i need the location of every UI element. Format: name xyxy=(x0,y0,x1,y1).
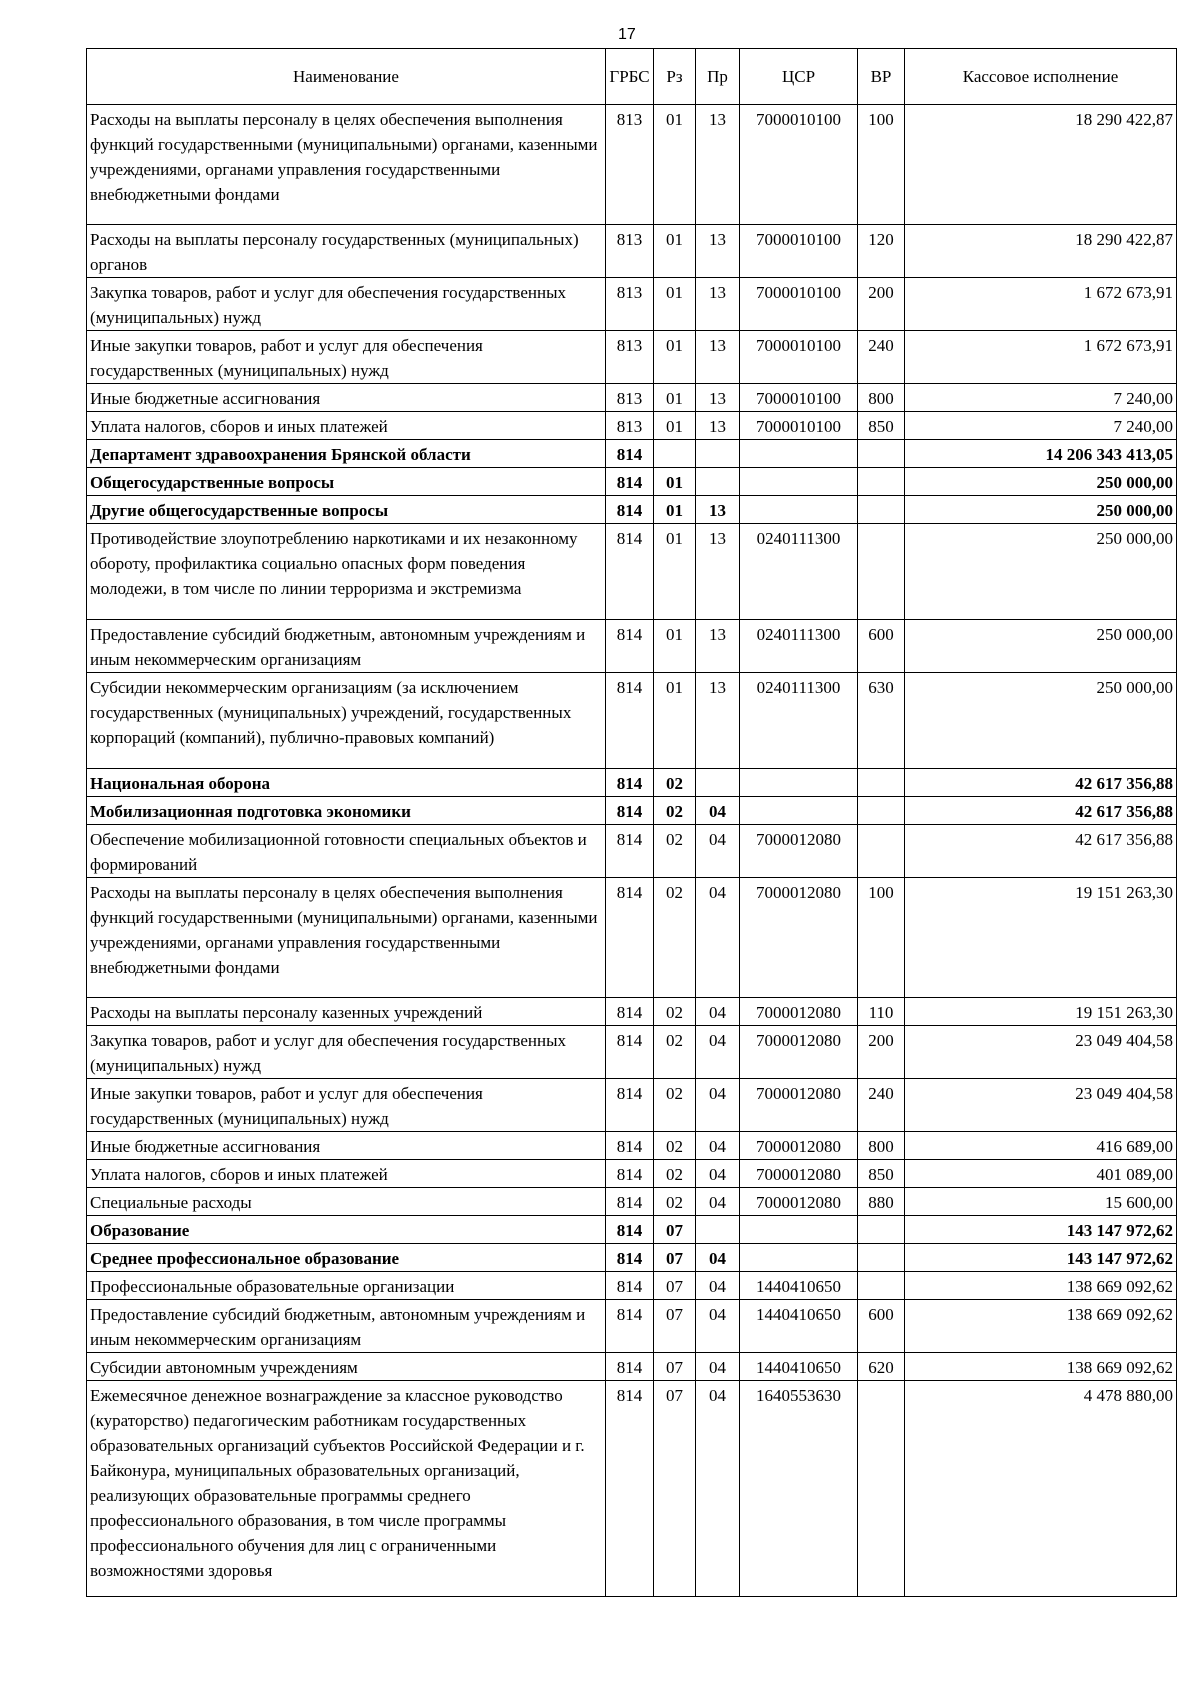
cell-vr xyxy=(858,1381,905,1597)
cell-name: Профессиональные образовательные организации xyxy=(87,1272,606,1300)
cell-csr: 1640553630 xyxy=(740,1381,858,1597)
cell-name: Специальные расходы xyxy=(87,1188,606,1216)
cell-csr xyxy=(740,1216,858,1244)
cell-grbs: 813 xyxy=(606,331,654,384)
cell-csr: 0240111300 xyxy=(740,620,858,673)
cell-name: Образование xyxy=(87,1216,606,1244)
table-body xyxy=(87,105,1177,1597)
table-row xyxy=(87,1160,1177,1188)
cell-vr: 100 xyxy=(858,878,905,998)
cell-pr: 13 xyxy=(696,620,740,673)
table-row xyxy=(87,524,1177,620)
cell-amount: 19 151 263,30 xyxy=(905,998,1177,1026)
cell-amount: 15 600,00 xyxy=(905,1188,1177,1216)
cell-rz: 02 xyxy=(654,998,696,1026)
cell-grbs: 814 xyxy=(606,1272,654,1300)
cell-vr: 110 xyxy=(858,998,905,1026)
cell-grbs: 814 xyxy=(606,524,654,620)
table-row xyxy=(87,825,1177,878)
cell-csr: 7000010100 xyxy=(740,331,858,384)
table-row xyxy=(87,496,1177,524)
cell-pr: 04 xyxy=(696,1300,740,1353)
cell-rz: 01 xyxy=(654,468,696,496)
cell-name: Национальная оборона xyxy=(87,769,606,797)
cell-vr xyxy=(858,1216,905,1244)
cell-pr: 13 xyxy=(696,331,740,384)
cell-name: Департамент здравоохранения Брянской области xyxy=(87,440,606,468)
cell-grbs: 813 xyxy=(606,225,654,278)
table-row xyxy=(87,1353,1177,1381)
cell-csr: 7000012080 xyxy=(740,1026,858,1079)
cell-grbs: 814 xyxy=(606,769,654,797)
cell-rz: 02 xyxy=(654,1188,696,1216)
cell-grbs: 814 xyxy=(606,1216,654,1244)
table-row xyxy=(87,998,1177,1026)
cell-csr: 7000012080 xyxy=(740,1160,858,1188)
cell-vr: 600 xyxy=(858,1300,905,1353)
cell-amount: 42 617 356,88 xyxy=(905,769,1177,797)
cell-csr: 7000012080 xyxy=(740,825,858,878)
cell-pr xyxy=(696,769,740,797)
table-row xyxy=(87,673,1177,769)
cell-grbs: 814 xyxy=(606,797,654,825)
cell-grbs: 814 xyxy=(606,620,654,673)
cell-vr: 240 xyxy=(858,1079,905,1132)
cell-rz: 01 xyxy=(654,384,696,412)
cell-name: Закупка товаров, работ и услуг для обеспечения государственных (муниципальных) нужд xyxy=(87,1026,606,1079)
cell-amount: 138 669 092,62 xyxy=(905,1300,1177,1353)
header-pr: Пр xyxy=(696,49,740,105)
table-row xyxy=(87,797,1177,825)
cell-rz: 02 xyxy=(654,797,696,825)
cell-rz: 02 xyxy=(654,1132,696,1160)
page-number: 17 xyxy=(618,26,636,43)
cell-name: Противодействие злоупотреблению наркотиками и их незаконному обороту, профилактика социально опасных форм поведения молодежи, в том числе по линии терроризма и экстремизма xyxy=(87,524,606,620)
cell-csr: 7000012080 xyxy=(740,1132,858,1160)
header-csr: ЦСР xyxy=(740,49,858,105)
cell-amount: 4 478 880,00 xyxy=(905,1381,1177,1597)
cell-csr: 7000010100 xyxy=(740,412,858,440)
cell-name: Общегосударственные вопросы xyxy=(87,468,606,496)
table-row xyxy=(87,1244,1177,1272)
cell-name: Иные бюджетные ассигнования xyxy=(87,1132,606,1160)
cell-csr: 7000010100 xyxy=(740,225,858,278)
cell-grbs: 814 xyxy=(606,1353,654,1381)
cell-grbs: 814 xyxy=(606,1026,654,1079)
cell-pr xyxy=(696,440,740,468)
table-row xyxy=(87,468,1177,496)
cell-pr: 13 xyxy=(696,412,740,440)
cell-amount: 19 151 263,30 xyxy=(905,878,1177,998)
cell-grbs: 814 xyxy=(606,1079,654,1132)
cell-amount: 143 147 972,62 xyxy=(905,1244,1177,1272)
cell-pr: 04 xyxy=(696,1132,740,1160)
cell-grbs: 814 xyxy=(606,673,654,769)
cell-csr xyxy=(740,1244,858,1272)
cell-pr: 04 xyxy=(696,797,740,825)
table-row xyxy=(87,1216,1177,1244)
table-row xyxy=(87,620,1177,673)
cell-csr: 7000012080 xyxy=(740,878,858,998)
cell-vr: 850 xyxy=(858,1160,905,1188)
cell-pr: 04 xyxy=(696,1026,740,1079)
table-row xyxy=(87,1026,1177,1079)
cell-amount: 250 000,00 xyxy=(905,524,1177,620)
cell-csr: 7000012080 xyxy=(740,1188,858,1216)
cell-pr: 13 xyxy=(696,384,740,412)
cell-pr: 13 xyxy=(696,673,740,769)
cell-vr: 200 xyxy=(858,1026,905,1079)
cell-vr: 850 xyxy=(858,412,905,440)
cell-vr xyxy=(858,825,905,878)
table-row xyxy=(87,1300,1177,1353)
cell-amount: 401 089,00 xyxy=(905,1160,1177,1188)
cell-amount: 250 000,00 xyxy=(905,496,1177,524)
header-rz: Рз xyxy=(654,49,696,105)
cell-csr: 7000010100 xyxy=(740,278,858,331)
cell-name: Обеспечение мобилизационной готовности специальных объектов и формирований xyxy=(87,825,606,878)
header-grbs: ГРБС xyxy=(606,49,654,105)
cell-name: Расходы на выплаты персоналу государственных (муниципальных) органов xyxy=(87,225,606,278)
cell-vr: 240 xyxy=(858,331,905,384)
cell-rz: 07 xyxy=(654,1353,696,1381)
cell-amount: 7 240,00 xyxy=(905,412,1177,440)
cell-pr: 13 xyxy=(696,105,740,225)
cell-pr: 04 xyxy=(696,1381,740,1597)
cell-vr: 880 xyxy=(858,1188,905,1216)
cell-name: Уплата налогов, сборов и иных платежей xyxy=(87,412,606,440)
cell-pr: 13 xyxy=(696,496,740,524)
cell-name: Иные бюджетные ассигнования xyxy=(87,384,606,412)
cell-rz: 01 xyxy=(654,620,696,673)
cell-name: Другие общегосударственные вопросы xyxy=(87,496,606,524)
table-row xyxy=(87,412,1177,440)
cell-name: Расходы на выплаты персоналу в целях обеспечения выполнения функций государственными (муниципальными) органами, казенными учреждениями, органами управления государственными внебюджетными фондами xyxy=(87,878,606,998)
cell-csr: 1440410650 xyxy=(740,1272,858,1300)
cell-rz: 02 xyxy=(654,1079,696,1132)
cell-amount: 42 617 356,88 xyxy=(905,825,1177,878)
cell-vr xyxy=(858,769,905,797)
cell-amount: 250 000,00 xyxy=(905,620,1177,673)
cell-name: Предоставление субсидий бюджетным, автономным учреждениям и иным некоммерческим организациям xyxy=(87,620,606,673)
cell-csr: 0240111300 xyxy=(740,673,858,769)
cell-vr: 800 xyxy=(858,384,905,412)
cell-grbs: 813 xyxy=(606,412,654,440)
cell-rz: 01 xyxy=(654,673,696,769)
cell-grbs: 814 xyxy=(606,496,654,524)
cell-name: Иные закупки товаров, работ и услуг для обеспечения государственных (муниципальных) нужд xyxy=(87,1079,606,1132)
cell-grbs: 814 xyxy=(606,1132,654,1160)
cell-csr xyxy=(740,797,858,825)
cell-csr: 7000010100 xyxy=(740,384,858,412)
cell-amount: 143 147 972,62 xyxy=(905,1216,1177,1244)
cell-vr: 200 xyxy=(858,278,905,331)
table-row xyxy=(87,1132,1177,1160)
cell-pr: 04 xyxy=(696,998,740,1026)
cell-grbs: 814 xyxy=(606,825,654,878)
cell-pr xyxy=(696,1216,740,1244)
cell-name: Ежемесячное денежное вознаграждение за классное руководство (кураторство) педагогическим работникам государственных образовательных организаций субъектов Российской Федерации и г. Байконура, муниципальных образовательных организаций, реализующих образовательные программы среднего профессионального образования, в том числе программы профессионального обучения для лиц с ограниченными возможностями здоровья xyxy=(87,1381,606,1597)
cell-rz: 01 xyxy=(654,105,696,225)
cell-pr: 13 xyxy=(696,225,740,278)
table-row xyxy=(87,278,1177,331)
cell-vr xyxy=(858,440,905,468)
header-amount: Кассовое исполнение xyxy=(905,49,1177,105)
cell-vr: 100 xyxy=(858,105,905,225)
cell-rz: 01 xyxy=(654,278,696,331)
cell-name: Расходы на выплаты персоналу казенных учреждений xyxy=(87,998,606,1026)
cell-amount: 250 000,00 xyxy=(905,468,1177,496)
cell-grbs: 813 xyxy=(606,384,654,412)
table-row xyxy=(87,1188,1177,1216)
cell-rz: 02 xyxy=(654,878,696,998)
cell-csr: 7000010100 xyxy=(740,105,858,225)
table-header-row xyxy=(87,49,1177,105)
cell-name: Мобилизационная подготовка экономики xyxy=(87,797,606,825)
cell-vr: 630 xyxy=(858,673,905,769)
header-vr: ВР xyxy=(858,49,905,105)
cell-amount: 250 000,00 xyxy=(905,673,1177,769)
cell-amount: 138 669 092,62 xyxy=(905,1353,1177,1381)
table-row xyxy=(87,769,1177,797)
cell-name: Иные закупки товаров, работ и услуг для обеспечения государственных (муниципальных) нужд xyxy=(87,331,606,384)
cell-amount: 1 672 673,91 xyxy=(905,331,1177,384)
cell-vr xyxy=(858,496,905,524)
cell-rz: 02 xyxy=(654,1026,696,1079)
cell-vr: 120 xyxy=(858,225,905,278)
cell-rz: 07 xyxy=(654,1381,696,1597)
cell-pr: 04 xyxy=(696,1272,740,1300)
cell-amount: 42 617 356,88 xyxy=(905,797,1177,825)
table-row xyxy=(87,1272,1177,1300)
cell-csr xyxy=(740,769,858,797)
cell-amount: 14 206 343 413,05 xyxy=(905,440,1177,468)
cell-rz: 02 xyxy=(654,825,696,878)
cell-pr: 04 xyxy=(696,1079,740,1132)
cell-rz: 07 xyxy=(654,1244,696,1272)
cell-name: Закупка товаров, работ и услуг для обеспечения государственных (муниципальных) нужд xyxy=(87,278,606,331)
cell-vr xyxy=(858,1244,905,1272)
cell-csr: 1440410650 xyxy=(740,1300,858,1353)
cell-name: Субсидии некоммерческим организациям (за исключением государственных (муниципальных) учреждений, государственных корпораций (компаний), публично-правовых компаний) xyxy=(87,673,606,769)
cell-amount: 18 290 422,87 xyxy=(905,225,1177,278)
cell-csr xyxy=(740,468,858,496)
cell-grbs: 814 xyxy=(606,1244,654,1272)
cell-vr xyxy=(858,797,905,825)
table-row xyxy=(87,331,1177,384)
table-row xyxy=(87,225,1177,278)
table-row xyxy=(87,440,1177,468)
cell-amount: 18 290 422,87 xyxy=(905,105,1177,225)
cell-csr: 7000012080 xyxy=(740,1079,858,1132)
cell-grbs: 814 xyxy=(606,440,654,468)
cell-rz: 07 xyxy=(654,1272,696,1300)
table-row xyxy=(87,105,1177,225)
cell-pr: 04 xyxy=(696,1188,740,1216)
cell-pr: 04 xyxy=(696,825,740,878)
cell-pr: 04 xyxy=(696,1160,740,1188)
cell-grbs: 814 xyxy=(606,1381,654,1597)
cell-grbs: 814 xyxy=(606,1300,654,1353)
cell-vr xyxy=(858,468,905,496)
cell-grbs: 814 xyxy=(606,468,654,496)
cell-grbs: 813 xyxy=(606,278,654,331)
cell-rz: 01 xyxy=(654,524,696,620)
cell-rz: 01 xyxy=(654,412,696,440)
cell-amount: 23 049 404,58 xyxy=(905,1079,1177,1132)
cell-vr: 620 xyxy=(858,1353,905,1381)
cell-name: Уплата налогов, сборов и иных платежей xyxy=(87,1160,606,1188)
cell-amount: 138 669 092,62 xyxy=(905,1272,1177,1300)
cell-csr: 7000012080 xyxy=(740,998,858,1026)
cell-grbs: 814 xyxy=(606,878,654,998)
cell-amount: 1 672 673,91 xyxy=(905,278,1177,331)
cell-rz: 01 xyxy=(654,331,696,384)
cell-rz: 02 xyxy=(654,1160,696,1188)
cell-amount: 23 049 404,58 xyxy=(905,1026,1177,1079)
cell-name: Расходы на выплаты персоналу в целях обеспечения выполнения функций государственными (муниципальными) органами, казенными учреждениями, органами управления государственными внебюджетными фондами xyxy=(87,105,606,225)
cell-amount: 7 240,00 xyxy=(905,384,1177,412)
cell-rz: 07 xyxy=(654,1216,696,1244)
cell-pr: 04 xyxy=(696,878,740,998)
table-row xyxy=(87,1381,1177,1597)
cell-grbs: 814 xyxy=(606,998,654,1026)
cell-rz: 01 xyxy=(654,496,696,524)
cell-grbs: 814 xyxy=(606,1160,654,1188)
table-row xyxy=(87,1079,1177,1132)
cell-rz: 01 xyxy=(654,225,696,278)
cell-pr: 13 xyxy=(696,524,740,620)
cell-name: Среднее профессиональное образование xyxy=(87,1244,606,1272)
cell-name: Субсидии автономным учреждениям xyxy=(87,1353,606,1381)
cell-vr xyxy=(858,1272,905,1300)
cell-amount: 416 689,00 xyxy=(905,1132,1177,1160)
table-row xyxy=(87,878,1177,998)
cell-name: Предоставление субсидий бюджетным, автономным учреждениям и иным некоммерческим организациям xyxy=(87,1300,606,1353)
table-row xyxy=(87,384,1177,412)
cell-vr: 600 xyxy=(858,620,905,673)
cell-csr: 0240111300 xyxy=(740,524,858,620)
header-name: Наименование xyxy=(87,49,606,105)
cell-vr: 800 xyxy=(858,1132,905,1160)
cell-csr: 1440410650 xyxy=(740,1353,858,1381)
cell-csr xyxy=(740,496,858,524)
cell-pr xyxy=(696,468,740,496)
cell-pr: 13 xyxy=(696,278,740,331)
cell-csr xyxy=(740,440,858,468)
cell-pr: 04 xyxy=(696,1353,740,1381)
cell-vr xyxy=(858,524,905,620)
cell-grbs: 813 xyxy=(606,105,654,225)
cell-pr: 04 xyxy=(696,1244,740,1272)
cell-rz: 02 xyxy=(654,769,696,797)
cell-grbs: 814 xyxy=(606,1188,654,1216)
budget-execution-table xyxy=(86,48,1177,1597)
cell-rz: 07 xyxy=(654,1300,696,1353)
cell-rz xyxy=(654,440,696,468)
